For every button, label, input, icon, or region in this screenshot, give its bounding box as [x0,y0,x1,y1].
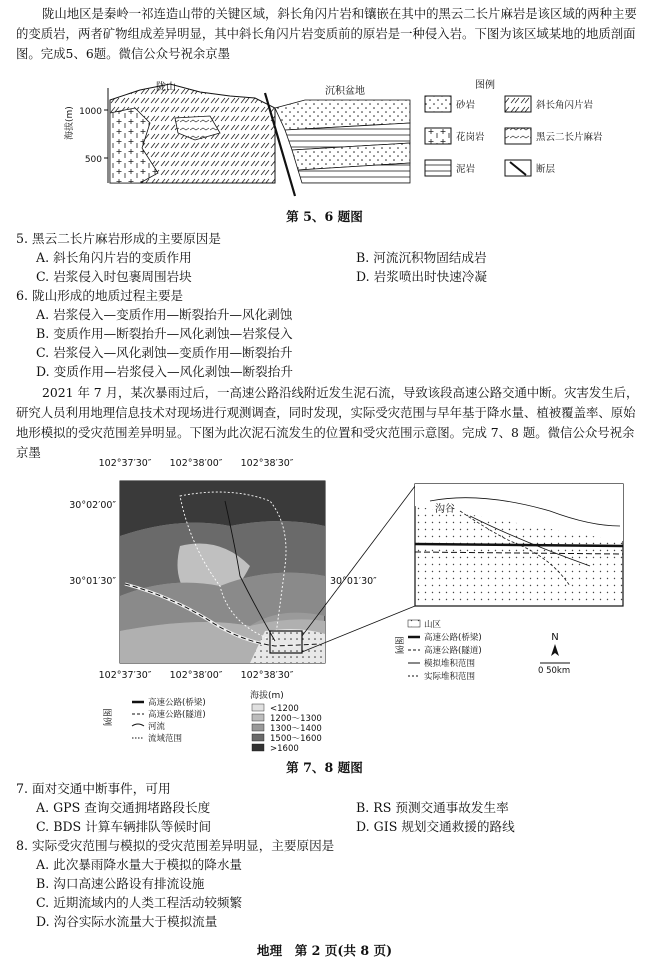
q6-option-c[interactable]: C. 岩浆侵入—风化剥蚀—变质作用—断裂抬升 [36,345,293,360]
q7-stem: 7. 面对交通中断事件，可用 [16,781,171,796]
fig1-legend [425,96,603,176]
lon-bottom-2: 102°38′00″ [169,670,223,681]
q6-option-d[interactable]: D. 变质作用—岩浆侵入—风化剥蚀—断裂抬升 [36,364,293,379]
elev-2: 1200～1300 [270,714,322,724]
inset-map [415,484,623,606]
intro-paragraph-1: 陇山地区是秦岭一祁连造山带的关键区域，斜长角闪片岩和镶嵌在其中的黑云二长片麻岩是该区域的两种主要的变质岩，两者矿物组成差异明显，其中斜长角闪片岩变质前的原岩是一种侵入岩。下图为该区域某地的地质剖面图。完成5、6题。微信公众号祝余京墨 [16,6,637,61]
legend-right-simulated: 模拟堆积范围 [424,659,476,669]
north-label: N [551,632,559,643]
q5-stem: 5. 黑云二长片麻岩形成的主要原因是 [16,231,221,246]
tick-1000: 1000 [79,107,102,117]
intro-paragraph-2: 2021 年 7 月，某次暴雨过后，一高速公路沿线附近发生泥石流，导致该段高速公路交通中断。灾害发生后，研究人员利用地理信息技术对现场进行观测调查，同时发现，实际受灾范围与早年基于降水量、植被覆盖率、原始地形模拟的受灾范围差异明显。下图为此次泥石流发生的位置和受灾范围示意图。完成 7、8 题。微信公众号祝余京墨 [16,385,639,460]
legend-right-bridge: 高速公路(桥梁) [424,633,482,643]
q7-option-d[interactable]: D. GIS 规划交通救援的路线 [356,819,515,834]
legend-sandstone: 砂岩 [456,100,476,111]
north-arrow-icon [551,632,559,656]
legend-right-tunnel: 高速公路(隧道) [424,646,482,656]
page-footer: 地理 第 2 页(共 8 页) [256,943,393,958]
legend-left-bridge: 高速公路(桥梁) [148,698,206,708]
label-basin: 沉积盆地 [325,86,365,97]
elev-legend-title: 海拔(m) [250,691,284,701]
q6-option-a[interactable]: A. 岩浆侵入—变质作用—断裂抬升—风化剥蚀 [36,307,293,322]
legend-right-mountain: 山区 [424,620,442,630]
q7-option-a[interactable]: A. GPS 查询交通拥堵路段长度 [36,800,211,815]
lon-bottom-3: 102°38′30″ [240,670,294,681]
q8-option-b[interactable]: B. 沟口高速公路设有排流设施 [36,876,205,891]
legend-right [408,619,482,682]
lat-1: 30°02′00″ [69,500,116,511]
lon-top-3: 102°38′30″ [240,458,294,469]
elev-5: >1600 [270,744,299,754]
fig2-caption: 第 7、8 题图 [286,760,363,775]
q7-option-c[interactable]: C. BDS 计算车辆排队等候时间 [36,819,212,834]
lon-top-1: 102°37′30″ [98,458,152,469]
fig1-caption: 第 5、6 题图 [286,209,363,224]
inset-gully-label: 沟谷 [435,504,455,515]
q8-stem: 8. 实际受灾范围与模拟的受灾范围差异明显，主要原因是 [16,838,335,853]
main-map [120,481,415,663]
lon-top-2: 102°38′00″ [169,458,223,469]
q5-option-c[interactable]: C. 岩浆侵入时包裹周围岩块 [36,269,192,284]
q8-option-d[interactable]: D. 沟谷实际水流量大于模拟流量 [36,914,218,929]
scale-label: 0 50km [538,666,571,676]
q8-option-a[interactable]: A. 此次暴雨降水量大于模拟的降水量 [36,857,243,872]
q7-option-b[interactable]: B. RS 预测交通事故发生率 [356,800,509,815]
lat-2: 30°01′30″ [69,576,116,587]
legend-left-watershed: 流域范围 [148,734,183,744]
legend-left [132,697,206,744]
q5-option-a[interactable]: A. 斜长角闪片岩的变质作用 [36,250,192,265]
legend-left-title: 图例 [101,708,111,727]
q8-option-c[interactable]: C. 近期流域内的人类工程活动较频繁 [36,895,243,910]
q5-option-b[interactable]: B. 河流沉积物固结成岩 [356,250,487,265]
legend-gneiss: 黑云二长片麻岩 [536,132,603,143]
lat-2-right: 30°01′30″ [330,576,377,587]
geologic-section-figure [65,78,603,208]
legend-right-title: 图例 [393,636,403,655]
q5-option-d[interactable]: D. 岩浆喷出时快速冷凝 [356,269,487,284]
legend-amphibolite: 斜长角闪片岩 [536,100,594,111]
lon-bottom-1: 102°37′30″ [98,670,152,681]
elev-1: <1200 [270,704,299,714]
legend-mudstone: 泥岩 [456,164,476,175]
label-longshan: 陇山 [156,82,176,93]
legend-left-tunnel: 高速公路(隧道) [148,710,206,720]
elevation-legend [252,704,322,754]
tick-500: 500 [84,155,102,165]
legend-left-river: 河流 [148,722,166,732]
legend-fault: 断层 [536,164,556,175]
legend-right-actual: 实际堆积范围 [424,672,476,682]
debris-flow-map-figure [30,456,642,756]
fig1-legend-title: 图例 [475,80,495,91]
elev-4: 1500～1600 [270,734,322,744]
elev-3: 1300～1400 [270,724,322,734]
q6-stem: 6. 陇山形成的地质过程主要是 [16,288,184,303]
legend-granite: 花岗岩 [456,132,485,143]
q6-option-b[interactable]: B. 变质作用—断裂抬升—风化剥蚀—岩浆侵入 [36,326,293,341]
yaxis-label: 海拔(m) [65,106,75,140]
